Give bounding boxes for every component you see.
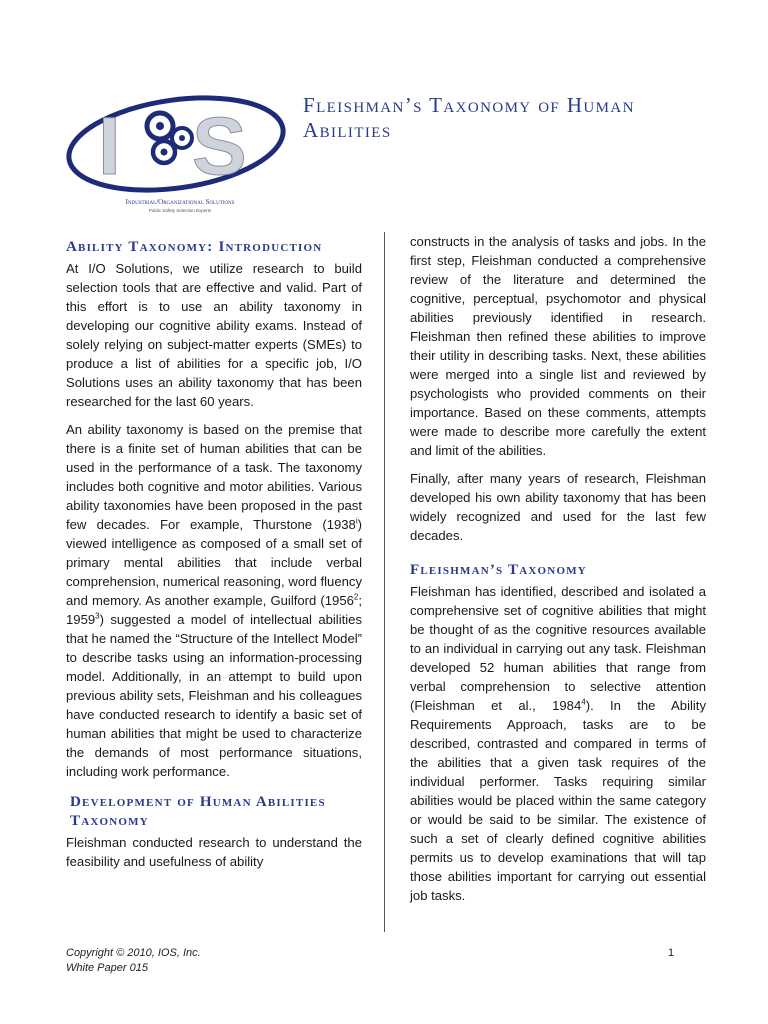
svg-text:S: S — [192, 101, 247, 192]
copyright-text: Copyright © 2010, IOS, Inc. — [66, 947, 201, 959]
fleishman-taxonomy-paragraph: Fleishman has identified, described and isolated a comprehensive set of cognitive abilities that might be thought of as the cognitive resources available to an individual in carrying out any task. Fleishman developed 52 human abilities that range from verbal comprehension to selective attention (Fleishman et al., 1984$^4$). In the Ability Requirements Approach, tasks are to be described, contrasted and compared in terms of the abilities that a given task requires of the individual performer. Tasks requiring similar abilities would be placed within the same category or would be said to be similar. The existence of such a set of clearly defined cognitive abilities permits us to develop examinations that will tap those abilities important for carrying out essential job tasks. — [410, 584, 706, 903]
intro-paragraph: At I/O Solutions, we utilize research to build selection tools that are effective and valid. Part of this effort is to use an ability taxonomy in developing our cognitive ability exams. Instead of solely relying on subject-matter experts (SMEs) to produce a list of abilities for a specific job, I/O Solutions uses an ability taxonomy that has been researched for the last 60 years. — [66, 261, 362, 409]
right-column — [410, 232, 706, 914]
left-column — [66, 232, 362, 880]
page-title: Fleishman’s Taxonomy of Human Abilities — [303, 93, 635, 142]
footnote-ref: 4 — [581, 697, 586, 707]
footnote-ref: i — [355, 516, 358, 526]
gears-icon — [147, 113, 192, 163]
page-number: 1 — [668, 947, 675, 959]
development-paragraph-continued: constructs in the analysis of tasks and jobs. In the first step, Fleishman conducted a comprehensive review of the literature and determined the cognitive, perceptual, psychomotor and physical abilities previously identified in research. Fleishman then refined these abilities to improve their utility in describing tasks. Next, these abilities were merged into a single list and reviewed by psychologists who provided comments on their importance. Based on these comments, attempts were made to describe more carefully the extent and limit of the abilities. — [410, 234, 706, 458]
logo-tagline: Industrial/Organizational Solutions — [125, 198, 235, 206]
footer-copyright — [66, 946, 201, 976]
footnote-ref: 3 — [95, 611, 100, 621]
section-heading-fleishman-taxonomy: Fleishman’s Taxonomy — [410, 562, 587, 578]
section-heading-development: Development of Human Abilities Taxonomy — [70, 794, 326, 829]
taxonomy-premise-paragraph: An ability taxonomy is based on the premise that there is a finite set of human abilities that can be used in the performance of a task. The taxonomy includes both cognitive and motor abilities. Various ability taxonomies have been proposed in the past few decades. For example, Thurstone (1938$^i$) viewed intelligence as composed of a small set of primary mental abilities that include verbal comprehension, numerical reasoning, word fluency and memory. As another example, Guilford (1956$^2$; 1959$^3$) suggested a model of intellectual abilities that he named the “Structure of the Intellect Model” to describe tasks using an information-processing model. Additionally, in an attempt to build upon previous ability sets, Fleishman and his colleagues have conducted research to identify a basic set of human abilities that might be used to characterize the demands of most performance situations, including work performance. — [66, 422, 362, 779]
white-paper-number: White Paper 015 — [66, 962, 148, 974]
company-logo — [64, 86, 296, 218]
column-divider — [384, 232, 385, 932]
ios-logo-graphic — [64, 86, 296, 218]
footnote-ref: 2 — [353, 592, 359, 602]
svg-text:I: I — [98, 101, 121, 192]
finally-paragraph: Finally, after many years of research, Fleishman developed his own ability taxonomy that has been widely recognized and used for the last few decades. — [410, 471, 706, 543]
logo-subline: Public Safety Selection Experts — [148, 208, 212, 213]
section-heading-introduction: Ability Taxonomy: Introduction — [66, 239, 323, 255]
development-paragraph: Fleishman conducted research to understand the feasibility and usefulness of ability — [66, 835, 362, 869]
